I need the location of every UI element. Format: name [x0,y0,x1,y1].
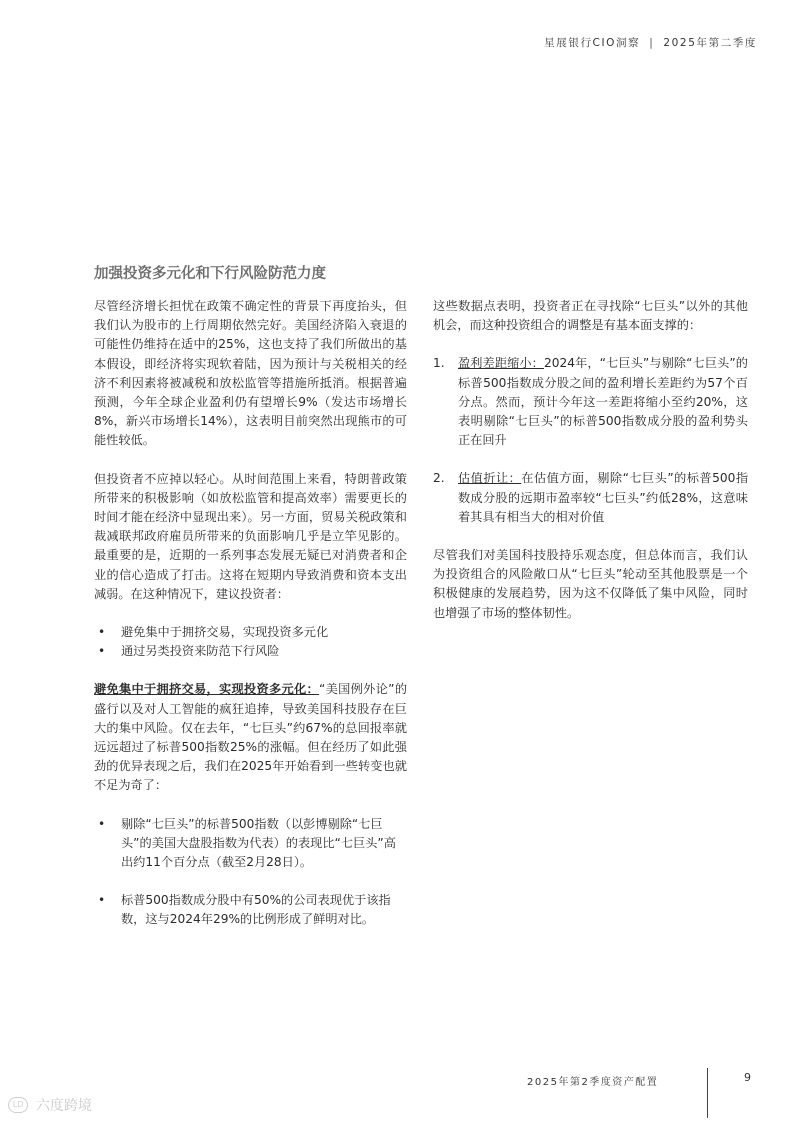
watermark-text: 六度跨境 [36,1098,92,1114]
recommendation-list [94,623,407,661]
footer-divider [707,1068,708,1118]
data-points-list [94,815,407,930]
bullet-dot: • [98,893,106,908]
bullet-dot: • [98,644,106,659]
footer-title: 2025年第2季度资产配置 [527,1077,659,1088]
item-lead: 估值折让： [458,471,522,486]
paragraph-conclusion: 尽管我们对美国科技股持乐观态度，但总体而言，我们认为投资组合的风险敞口从“七巨头”轮动至其他股票是一个积极健康的发展趋势，因为这不仅降低了集中风险，同时也增强了市场的整体韧性。 [433,548,748,620]
header-publication: 星展银行CIO洞察 [544,37,641,49]
bullet-dot: • [98,625,106,640]
paragraph-data-points: 这些数据点表明，投资者正在寻找除“七巨头”以外的其他机会，而这种投资组合的调整是有基本面支撑的： [433,299,748,333]
running-header [544,35,757,50]
bullet-dot: • [98,816,106,831]
item-number: 1. [433,356,445,371]
item-lead: 盈利差距缩小： [458,356,544,371]
left-column [94,297,407,930]
paragraph-outlook: 尽管经济增长担忧在政策不确定性的背景下再度抬头，但我们认为股市的上行周期依然完好。美国经济陷入衰退的可能性仍维持在适中的25%，这也支持了我们所做出的基本假设，即经济将实现软着陆，因为预计与关税相关的经济不利因素将被减税和放松监管等措施所抵消。根据普遍预测，今年全球企业盈利仍有望增长9%（发达市场增长8%，新兴市场增长14%），这表明目前突然出现熊市的可能性较低。 [94,299,407,448]
paragraph-caution: 但投资者不应掉以轻心。从时间范围上来看，特朗普政策所带来的积极影响（如放松监管和提高效率）需要更长的时间才能在经济中显现出来）。另一方面，贸易关税政策和裁减联邦政府雇员所带来的负面影响几乎是立竿见影的。最重要的是，近期的一系列事态发展无疑已对消费者和企业的信心造成了打击。这将在短期内导致消费和资本支出减弱。在这种情况下，建议投资者： [94,471,407,601]
watermark [8,1095,92,1115]
section-title: 加强投资多元化和下行风险防范力度 [94,266,326,282]
header-separator: | [649,37,655,49]
fundamentals-list [433,354,748,527]
item-number: 2. [433,471,445,486]
list-item: • 避免集中于拥挤交易，实现投资多元化 [94,623,407,642]
list-item: 2. 估值折让：在估值方面，剔除“七巨头”的标普500指数成分股的远期市盈率较“七巨头”约低28%，这意味着其具有相当大的相对价值 [433,471,749,524]
list-item: 1. 盈利差距缩小：2024年，“七巨头”与剔除“七巨头”的标普500指数成分股之间的盈利增长差距约为57个百分点。然而，预计今年这一差距将缩小至约20%，这表明剔除“七巨头”的标普500指数成分股的盈利势头正在回升 [433,356,748,448]
paragraph-diversification: 避免集中于拥挤交易，实现投资多元化：“美国例外论”的盛行以及对人工智能的疯狂追捧，导致美国科技股存在巨大的集中风险。仅在去年，“七巨头”约67%的总回报率就远远超过了标普500指数25%的涨幅。但在经历了如此强劲的优异表现之后，我们在2025年开始看到一些转变也就不足为奇了： [94,682,408,793]
paragraph-lead: 避免集中于拥挤交易，实现投资多元化： [94,682,320,697]
header-period: 2025年第二季度 [663,37,757,49]
right-column [433,297,748,623]
list-item: • 剔除“七巨头”的标普500指数（以彭博剔除“七巨头”的美国大盘股指数为代表）的表现比“七巨头”高出约11个百分点（截至2月28日）。 [98,816,396,870]
list-item: • 标普500指数成分股中有50%的公司表现优于该指数，这与2024年29%的比例形成了鲜明对比。 [98,893,391,927]
watermark-logo-icon: LD [8,1097,28,1113]
list-item: • 通过另类投资来防范下行风险 [94,642,407,661]
page-number: 9 [744,1071,751,1084]
